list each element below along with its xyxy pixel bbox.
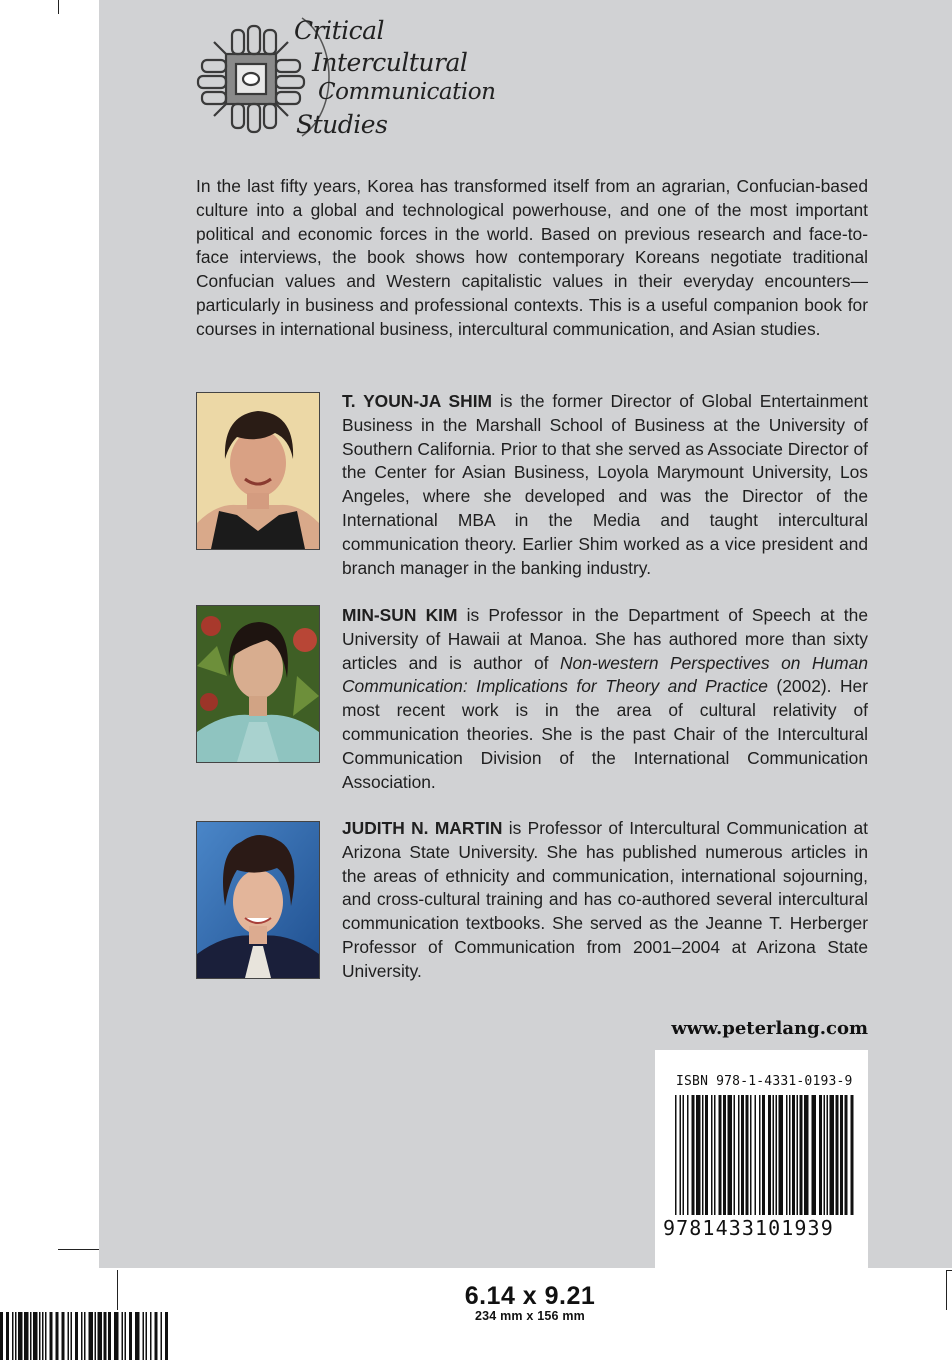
barcode-bar [845, 1095, 848, 1215]
author-text-shim: is the former Director of Global Entertainment Business in the Marshall School of Business at the University of Southern California. Prior to that she served as Associate Director of the Center for Asian Business, Loyola Marymount University, Los Angeles, where she developed and was the Director of the International MBA in the Media and taught intercultural communication theory. Earlier Shim worked as a vice president and branch manager in the banking industry. [342, 391, 868, 578]
barcode-bar [687, 1095, 689, 1215]
isbn-label: ISBN 978-1-4331-0193-9 [676, 1074, 853, 1089]
barcode-bar [39, 1312, 41, 1360]
barcode-bar [773, 1095, 775, 1215]
barcode-bar [711, 1095, 713, 1215]
trim-size-inches: 6.14 x 9.21 [464, 1282, 596, 1310]
barcode-bar [804, 1095, 809, 1215]
barcode-bar [789, 1095, 791, 1215]
barcode-bar [786, 1095, 788, 1215]
barcode-bar [738, 1095, 740, 1215]
barcode-bar [776, 1095, 778, 1215]
portrait-shim-icon [197, 393, 319, 549]
author-text-kim-1: is Professor in the Department of Speech at the University of Hawaii at Manoa. She has authored more than sixty articles and is author of [342, 605, 868, 673]
barcode-bar [89, 1312, 94, 1360]
barcode-bar [800, 1095, 803, 1215]
barcode-bar [750, 1095, 752, 1215]
series-title-line-1: Critical [294, 16, 385, 45]
author-bio-martin [342, 817, 868, 984]
barcode-bar [836, 1095, 839, 1215]
barcode-bar [108, 1312, 111, 1360]
barcode-bar [680, 1095, 682, 1215]
barcode-bar [146, 1312, 148, 1360]
barcode-bar [723, 1095, 726, 1215]
publisher-website-link[interactable]: www.peterlang.com [671, 1018, 868, 1039]
barcode-bar [15, 1312, 17, 1360]
barcode-bar [18, 1312, 23, 1360]
barcode-bar [84, 1312, 86, 1360]
barcode-bar [68, 1312, 70, 1360]
barcode-bar [792, 1095, 795, 1215]
barcode-bar [75, 1312, 78, 1360]
portrait-kim-icon [197, 606, 319, 762]
edge-barcode-icon [0, 1312, 168, 1360]
barcode-bar [135, 1312, 140, 1360]
author-name-kim: MIN-SUN KIM [342, 605, 458, 625]
barcode-bar [851, 1095, 854, 1215]
barcode-bar [30, 1312, 32, 1360]
author-photo-martin [196, 821, 320, 979]
isbn-digits: 9781433101939 [663, 1216, 834, 1240]
barcode-bar [812, 1095, 817, 1215]
barcode-bar [155, 1312, 158, 1360]
crop-mark-bottom [117, 1270, 118, 1310]
series-title-line-4: Studies [296, 110, 388, 139]
barcode-bar [150, 1312, 152, 1360]
barcode-icon [675, 1095, 855, 1215]
barcode-bar [705, 1095, 708, 1215]
isbn-barcode-box [655, 1050, 868, 1268]
author-photo-kim [196, 605, 320, 763]
barcode-bar [125, 1312, 127, 1360]
barcode-bar [714, 1095, 716, 1215]
barcode-bar [827, 1095, 829, 1215]
barcode-bar [81, 1312, 83, 1360]
author-bio-kim [342, 604, 868, 794]
barcode-bar [161, 1312, 163, 1360]
barcode-bar [675, 1095, 677, 1215]
barcode-bar [683, 1095, 685, 1215]
barcode-bar [755, 1095, 757, 1215]
author-name-shim: T. YOUN-JA SHIM [342, 391, 493, 411]
barcode-bar [56, 1312, 59, 1360]
barcode-bar [759, 1095, 761, 1215]
barcode-bar [819, 1095, 822, 1215]
series-title-line-2: Intercultural [312, 48, 468, 77]
barcode-bar [6, 1312, 9, 1360]
barcode-bar [24, 1312, 29, 1360]
barcode-bar [114, 1312, 119, 1360]
barcode-bar [719, 1095, 722, 1215]
barcode-bar [42, 1312, 44, 1360]
author-photo-shim [196, 392, 320, 550]
barcode-bar [62, 1312, 65, 1360]
barcode-bar [129, 1312, 132, 1360]
barcode-bar [746, 1095, 749, 1215]
barcode-bar [702, 1095, 704, 1215]
barcode-bar [98, 1312, 103, 1360]
series-title-line-3: Communication [318, 79, 496, 105]
barcode-bar [692, 1095, 695, 1215]
author-book-title-kim: Non-western Perspectives on Human Communication: Implications for Theory and Practice [342, 652, 868, 697]
barcode-bar [143, 1312, 145, 1360]
series-logo [196, 12, 496, 142]
barcode-bar [696, 1095, 701, 1215]
trim-size-mm: 234 mm x 156 mm [474, 1309, 585, 1323]
barcode-bar [12, 1312, 14, 1360]
barcode-bar [45, 1312, 47, 1360]
barcode-bar [71, 1312, 73, 1360]
author-bio-shim [342, 390, 868, 580]
barcode-bar [824, 1095, 826, 1215]
author-name-martin: JUDITH N. MARTIN [342, 818, 503, 838]
barcode-bar [50, 1312, 53, 1360]
book-description: In the last fifty years, Korea has transformed itself from an agrarian, Confucian-based culture into a global and technological powerhouse, and one of the most important political and economic forces in the world. Based on previous research and face-to-face interviews, the book shows how contemporary Koreans negotiate traditional Confucian values and Western capitalistic values in their everyday encounters—particularly in business and professional contexts. This is a useful companion book for courses in international business, intercultural communication, and Asian studies. [196, 176, 868, 339]
barcode-bar [797, 1095, 799, 1215]
barcode-bar [830, 1095, 835, 1215]
barcode-bar [840, 1095, 843, 1215]
barcode-bar [165, 1312, 168, 1360]
barcode-bar [741, 1095, 744, 1215]
barcode-bar [734, 1095, 736, 1215]
crop-mark-right-tick [946, 1270, 947, 1310]
barcode-bar [728, 1095, 733, 1215]
barcode-bar [33, 1312, 38, 1360]
barcode-bar [104, 1312, 107, 1360]
trim-size-label [440, 1283, 620, 1323]
barcode-bar [95, 1312, 97, 1360]
crop-mark-left [58, 1249, 99, 1250]
author-text-martin: is Professor of Intercultural Communication at Arizona State University. She has published numerous articles in the areas of ethnicity and communication, international sojourning, and cross-cultural training and has co-authored several intercultural communication textbooks. She served as the Jeanne T. Herberger Professor of Communication from 2001–2004 at Arizona State University. [342, 818, 869, 981]
barcode-bar [779, 1095, 784, 1215]
portrait-martin-icon [197, 822, 319, 978]
barcode-bar [122, 1312, 124, 1360]
barcode-bar [0, 1312, 3, 1360]
barcode-bar [762, 1095, 765, 1215]
author-text-kim-2: (2002). Her most recent work is in the area of cultural relativity of communication theories. She is the past Chair of the Intercultural Communication Division of the International Communication Association. [342, 676, 868, 792]
barcode-bar [768, 1095, 771, 1215]
crop-mark-top [58, 0, 59, 14]
